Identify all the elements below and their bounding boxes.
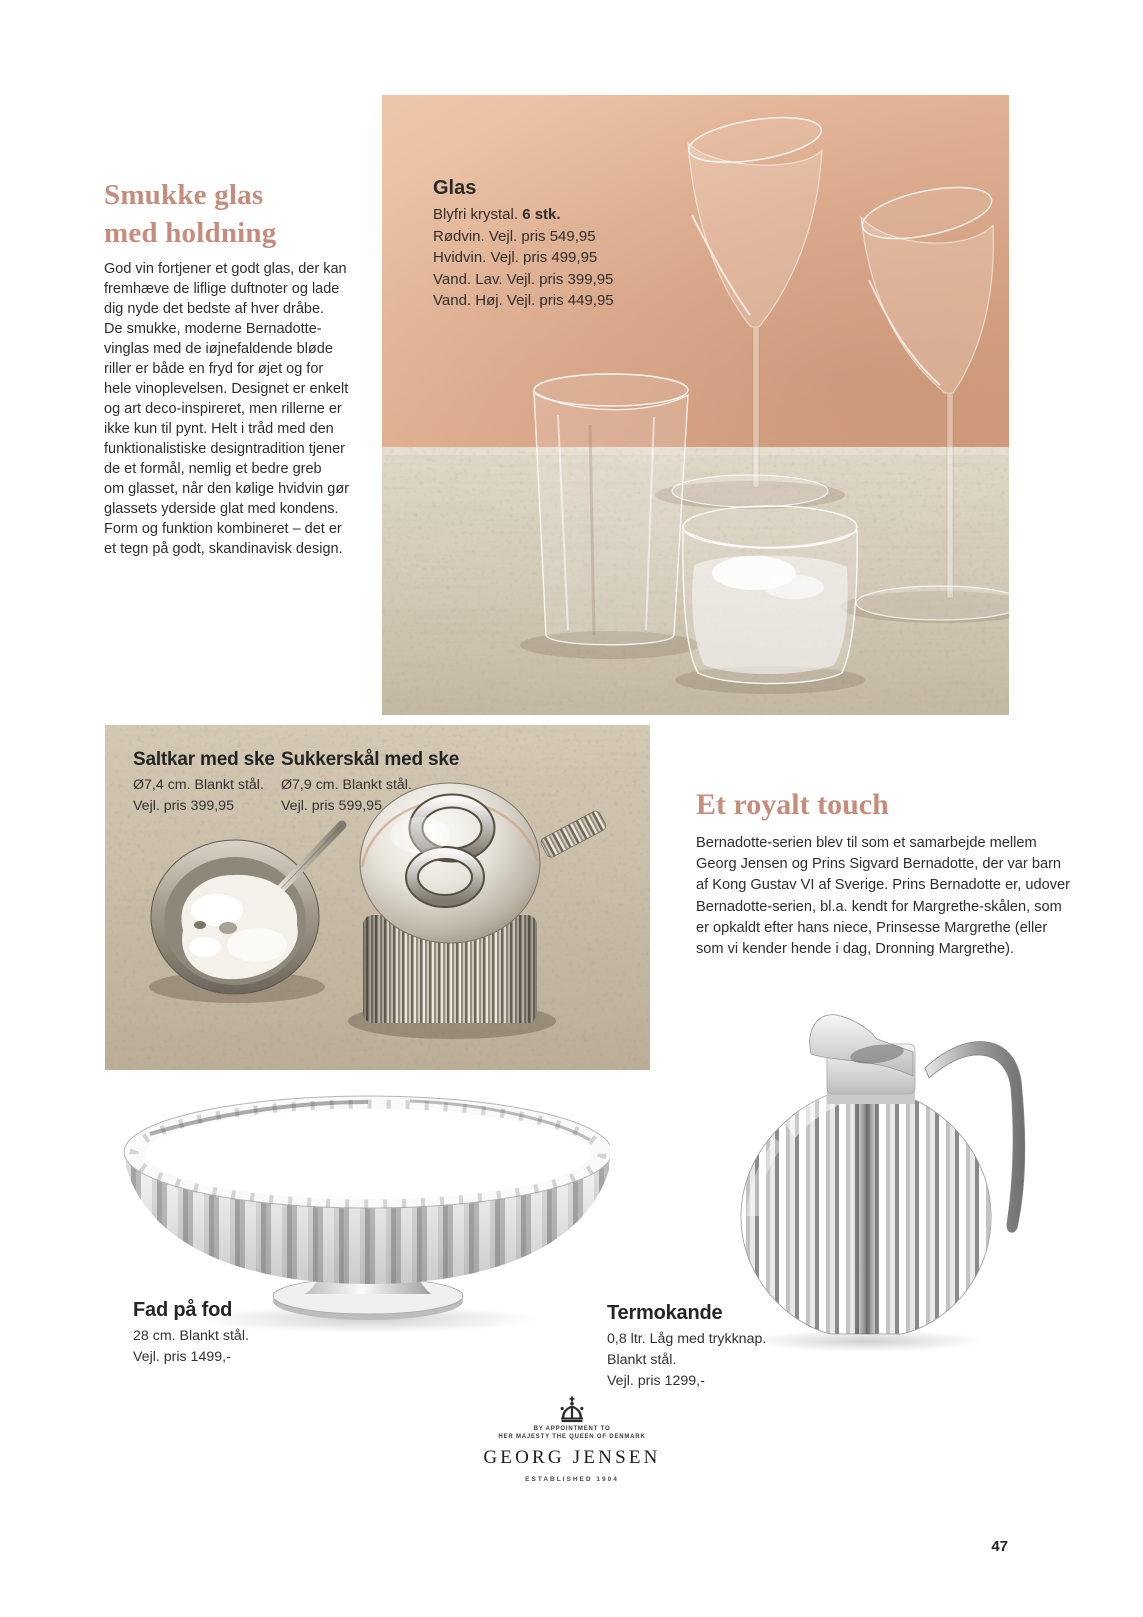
brand-wordmark: GEORG JENSEN	[483, 1447, 661, 1468]
intro-body-line: vinglas med de iøjnefaldende bløde	[104, 341, 333, 357]
crown-icon	[557, 1396, 587, 1423]
intro-heading	[104, 176, 276, 252]
glas-title: Glas	[433, 177, 477, 199]
intro-body-line: de et formål, nemlig et bedre greb	[104, 461, 322, 477]
royalt-body-line: Bernadotte-serien blev til som et samarbejde mellem	[696, 835, 1037, 851]
page-number: 47	[991, 1538, 1008, 1555]
termokande-label	[607, 1302, 766, 1392]
water-tumbler	[683, 506, 857, 684]
royalt-body-line: af Kong Gustav VI af Sverige. Prins Bernadotte er, udover	[696, 877, 1070, 894]
appointment-line2: HER MAJESTY THE QUEEN OF DENMARK	[498, 1433, 646, 1440]
intro-body-line: God vin fortjener et godt glas, der kan	[104, 261, 347, 277]
salt-sugar-photo	[105, 725, 650, 1070]
intro-heading-line1: Smukke glas	[104, 179, 264, 211]
sukkerskaal-label	[281, 749, 459, 817]
royalt-body-line: Georg Jensen og Prins Sigvard Bernadotte, der var barn	[696, 856, 1062, 873]
termokande-line: 0,8 ltr. Låg med trykknap.	[607, 1331, 767, 1347]
royalt-body	[696, 833, 1070, 960]
intro-body-line: hele vinoplevelsen. Designet er enkelt	[104, 381, 349, 397]
sukkerskaal-line: Vejl. pris 599,95	[281, 798, 382, 814]
established-line: ESTABLISHED 1904	[525, 1476, 619, 1483]
termokande-line: Vejl. pris 1299,-	[607, 1373, 705, 1389]
fad-line: 28 cm. Blankt stål.	[133, 1328, 249, 1344]
fad-title: Fad på fod	[133, 1299, 233, 1321]
intro-body	[104, 259, 349, 559]
saltkar-title: Saltkar med ske	[133, 749, 275, 770]
intro-body-line: ikke kun til pynt. Helt i tråd med den	[104, 421, 334, 437]
sukkerskaal-line: Ø7,9 cm. Blankt stål.	[281, 777, 412, 793]
intro-body-line: funktionalistiske designtradition tjener	[104, 441, 345, 457]
glas-spec-count: 6 stk.	[522, 206, 561, 223]
intro-body-line: dig nyde det bedste af hver dråbe.	[104, 301, 325, 317]
glas-price-line: Vand. Høj. Vejl. pris 449,95	[433, 292, 614, 309]
thermo-jug-image	[715, 988, 1075, 1358]
intro-body-line: og art deco-inspireret, men rillerne er	[104, 401, 342, 417]
saltkar-line: Ø7,4 cm. Blankt stål.	[133, 777, 264, 793]
fad-label	[133, 1299, 249, 1368]
intro-body-line: fremhæve de liflige duftnoter og lade	[104, 281, 340, 297]
royalt-heading: Et royalt touch	[696, 788, 889, 821]
royalt-body-line: som vi kender hende i dag, Dronning Margrethe).	[696, 941, 1014, 958]
saltkar-line: Vejl. pris 399,95	[133, 798, 234, 814]
intro-body-line: Form og funktion kombineret – det er	[104, 521, 342, 537]
sukkerskaal-title: Sukkerskål med ske	[281, 749, 460, 770]
appointment-line1: BY APPOINTMENT TO	[533, 1426, 611, 1432]
termokande-line: Blankt stål.	[607, 1352, 677, 1368]
intro-body-line: De smukke, moderne Bernadotte-	[104, 321, 322, 337]
intro-body-line: glassets yderside glat med kondens.	[104, 501, 339, 517]
glas-spec-text: Blyfri krystal.	[433, 206, 523, 223]
glassware-photo	[382, 95, 1009, 715]
glas-spec	[433, 204, 614, 226]
fad-line: Vejl. pris 1499,-	[133, 1349, 231, 1365]
royalt-body-line: er opkaldt efter hans niece, Prinsesse Margrethe (eller	[696, 919, 1048, 936]
royalt-body-line: Bernadotte-serien, bl.a. kendt for Margrethe-skålen, som	[696, 898, 1062, 915]
georg-jensen-logo	[472, 1396, 672, 1483]
saltkar-label	[133, 749, 275, 817]
tall-water-glass	[534, 374, 688, 645]
intro-body-line: riller er både en fryd for øjet og for	[104, 361, 324, 377]
termokande-title: Termokande	[607, 1302, 723, 1324]
glas-price-block	[433, 177, 614, 312]
intro-heading-line2: med holdning	[104, 217, 277, 249]
glas-price-line: Hvidvin. Vejl. pris 499,95	[433, 249, 598, 266]
glas-price-line: Vand. Lav. Vejl. pris 399,95	[433, 270, 614, 288]
intro-body-line: et tegn på godt, skandinavisk design.	[104, 541, 343, 557]
glas-price-line: Rødvin. Vejl. pris 549,95	[433, 227, 596, 245]
intro-body-line: om glasset, når den kølige hvidvin gør	[104, 481, 349, 497]
